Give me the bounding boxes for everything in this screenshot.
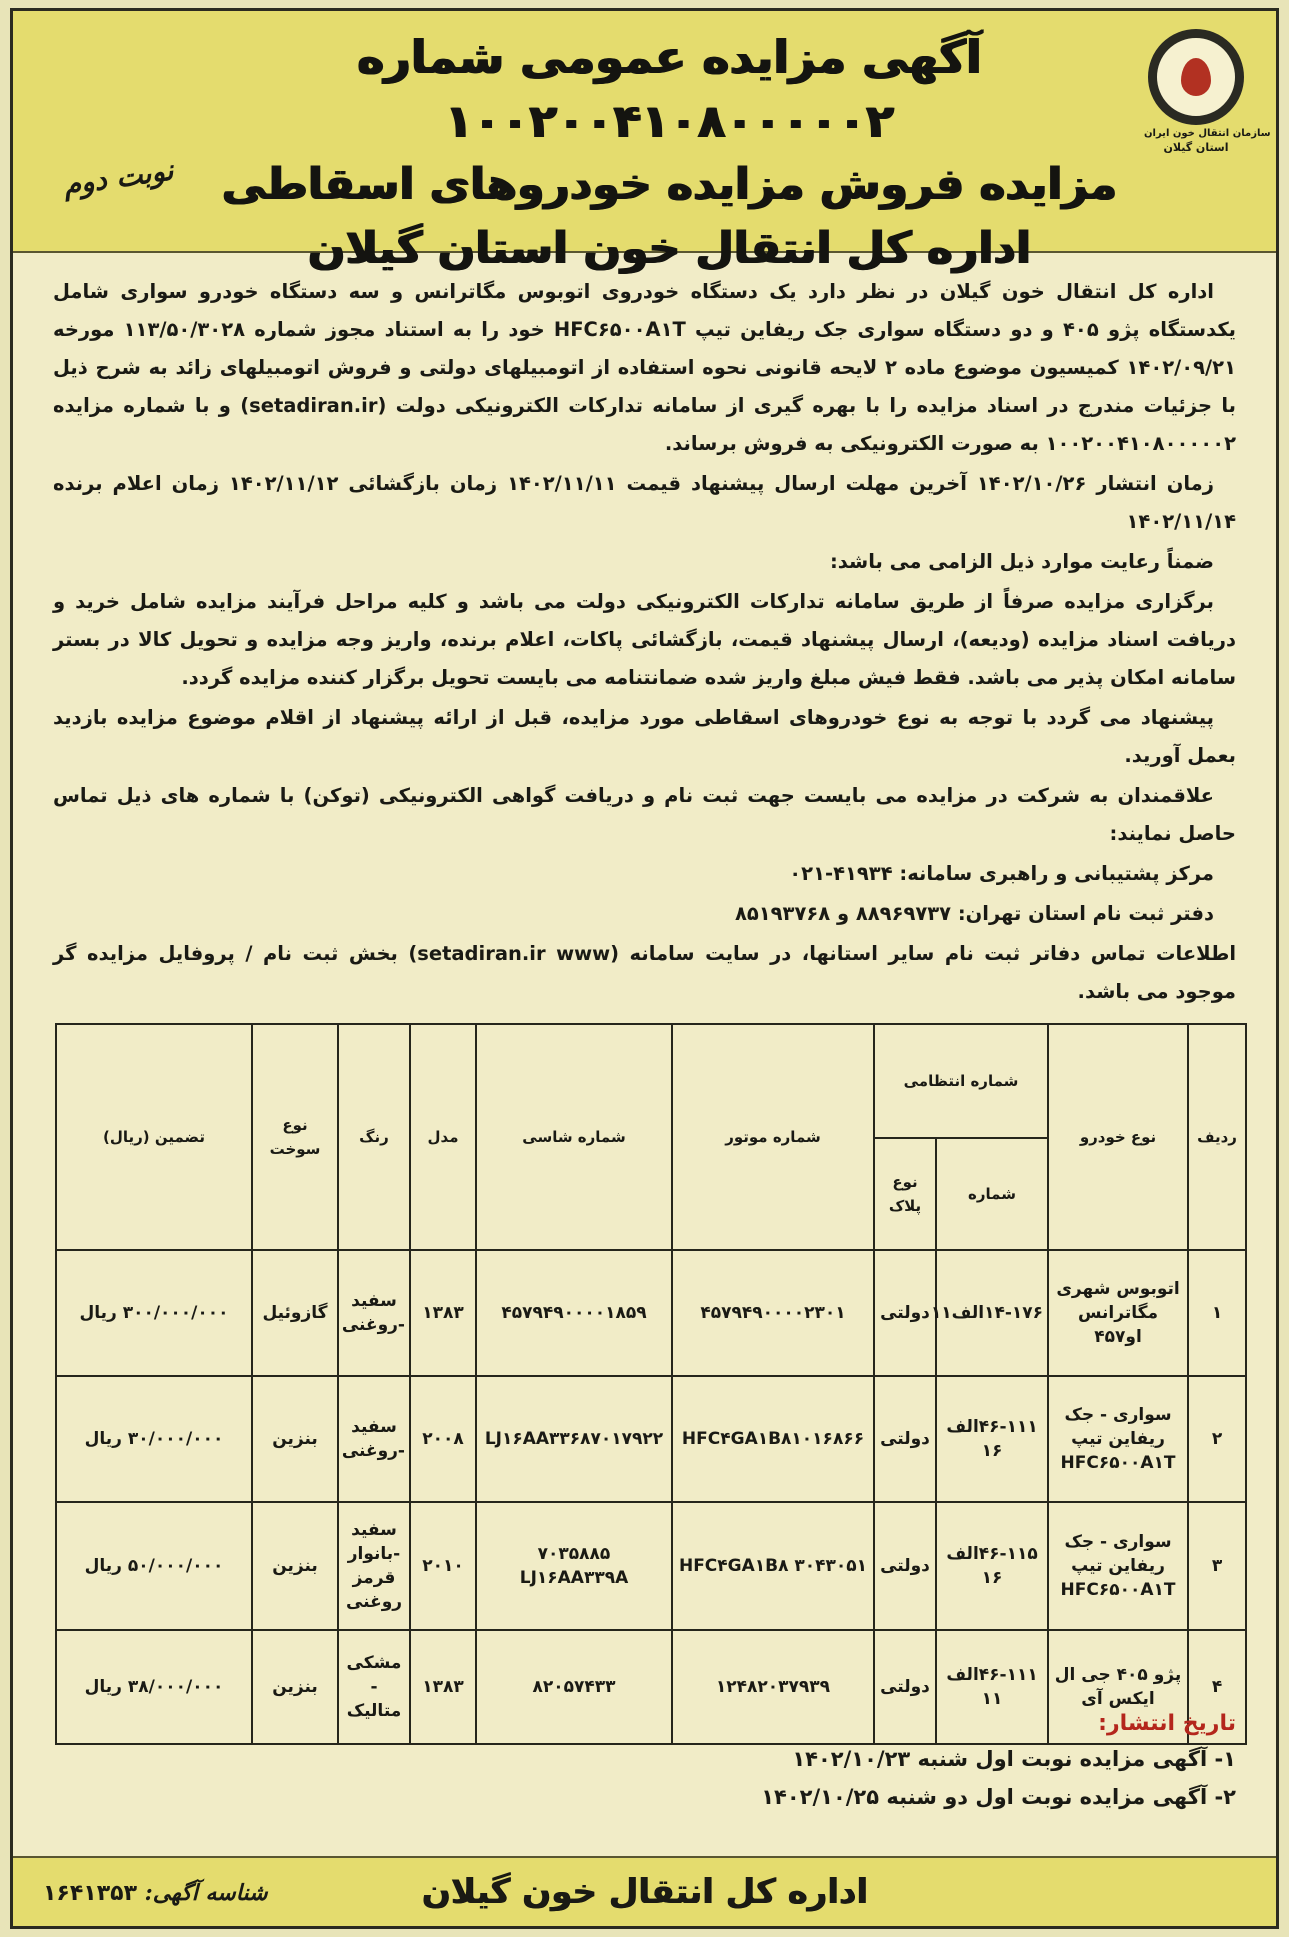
cell-model: ۱۳۸۳ <box>410 1250 476 1376</box>
cell-reg: ۴۶-۱۱۱الف ۱۶ <box>936 1376 1048 1502</box>
cell-model: ۲۰۰۸ <box>410 1376 476 1502</box>
cell-vehicle: سواری - جک ریفاین تیپ HFC۶۵۰۰A۱T <box>1048 1376 1188 1502</box>
header-chassis: شماره شاسی <box>476 1024 672 1250</box>
cell-fuel: بنزین <box>252 1376 338 1502</box>
table-row <box>56 1250 1246 1376</box>
cell-row: ۳ <box>1188 1502 1246 1630</box>
cell-chassis: ۴۵۷۹۴۹۰۰۰۰۱۸۵۹ <box>476 1250 672 1376</box>
ad-id-value: ۱۶۴۱۳۵۳ <box>43 1881 137 1906</box>
logo-province: استان گیلان <box>1163 141 1229 154</box>
publication-title: تاریخ انتشار: <box>1098 1711 1236 1736</box>
organization-logo <box>1144 29 1271 167</box>
cell-vehicle: اتوبوس شهری مگاترانس او۴۵۷ <box>1048 1250 1188 1376</box>
publication-item: ۱- آگهی مزایده نوبت اول شنبه ۱۴۰۲/۱۰/۲۳ <box>792 1747 1236 1771</box>
header-engine: شماره موتور <box>672 1024 874 1250</box>
cell-deposit: ۳۸/۰۰۰/۰۰۰ ریال <box>56 1630 252 1744</box>
intro-paragraph: اداره کل انتقال خون گیلان در نظر دارد یک دستگاه خودروی اتوبوس مگاترانس و سه دستگاه خودرو سواری شامل یکدستگاه پژو ۴۰۵ و دو دستگاه سواری جک ریفاین تیپ HFC۶۵۰۰A۱T خود را به استناد مجوز شماره ۱۱۳/۵۰/۳۰۲۸ مورخه ۱۴۰۲/۰۹/۲۱ کمیسیون موضوع ماده ۲ لایحه قانونی نحوه استفاده از اتومبیلهای دولتی و فروش اتومبیلهای زائد به شرح ذیل با جزئیات مندرج در اسناد مزایده را با بهره گیری از سامانه تدارکات الکترونیکی دولت (setadiran.ir) و با شماره مزایده ۱۰۰۲۰۰۴۱۰۸۰۰۰۰۰۲ به صورت الکترونیکی به فروش برساند. <box>53 280 1237 455</box>
cell-reg: ۴۶-۱۱۱الف ۱۱ <box>936 1630 1048 1744</box>
cell-reg: ۱۴-۱۷۶الف۱۱ <box>936 1250 1048 1376</box>
cell-vehicle: سواری - جک ریفاین تیپ HFC۶۵۰۰A۱T <box>1048 1502 1188 1630</box>
cell-model: ۲۰۱۰ <box>410 1502 476 1630</box>
cell-color: سفید -روغنی <box>338 1376 410 1502</box>
cell-engine: HFC۴GA۱B۸۱۰۱۶۸۶۶ <box>672 1376 874 1502</box>
cell-row: ۲ <box>1188 1376 1246 1502</box>
cell-deposit: ۳۰۰/۰۰۰/۰۰۰ ریال <box>56 1250 252 1376</box>
header-model: مدل <box>410 1024 476 1250</box>
ad-id-label: شناسه آگهی: <box>144 1880 268 1906</box>
notice-body <box>53 273 1236 1013</box>
header-band <box>13 11 1276 274</box>
cell-deposit: ۵۰/۰۰۰/۰۰۰ ریال <box>56 1502 252 1630</box>
footer-organization: اداره کل انتقال خون گیلان <box>421 1872 868 1912</box>
cell-chassis: LJ۱۶AA۳۳۶۸۷۰۱۷۹۲۲ <box>476 1376 672 1502</box>
cell-vehicle: پژو ۴۰۵ جی ال ایکس آی <box>1048 1630 1188 1744</box>
process-paragraph: برگزاری مزایده صرفاً از طریق سامانه تدارکات الکترونیکی دولت می باشد و کلیه مراحل فرآیند مزایده شامل خرید و دریافت اسناد مزایده (ودیعه)، ارسال پیشنهاد قیمت، بازگشائی پاکات، اعلام برنده، واریز وجه مزایده و تحویل کالا در بستر سامانه امکان پذیر می باشد. فقط فیش مبلغ واریز شده ضمانتنامه می بایست تحویل برگزار کننده مزایده گردد. <box>53 590 1236 689</box>
cell-engine: ۴۵۷۹۴۹۰۰۰۰۲۳۰۱ <box>672 1250 874 1376</box>
table-row <box>56 1502 1246 1630</box>
publication-dates <box>536 1711 1236 1816</box>
cell-chassis: ۷۰۳۵۸۸۵ LJ۱۶AA۳۳۹A <box>476 1502 672 1630</box>
cell-engine: HFC۴GA۱B۸ ۳۰۴۳۰۵۱ <box>672 1502 874 1630</box>
cell-fuel: بنزین <box>252 1502 338 1630</box>
vehicles-table-wrap <box>55 1023 1245 1745</box>
other-provinces-contact: اطلاعات تماس دفاتر ثبت نام سایر استانها، در سایت سامانه (setadiran.ir www) بخش ثبت نام / پروفایل مزایده گر موجود می باشد. <box>53 942 1237 1003</box>
cell-color: مشکی - متالیک <box>338 1630 410 1744</box>
cell-deposit: ۳۰/۰۰۰/۰۰۰ ریال <box>56 1376 252 1502</box>
footer-band <box>13 1856 1276 1929</box>
cell-plate: دولتی <box>874 1630 936 1744</box>
blood-drop-icon <box>1148 29 1244 125</box>
header-color: رنگ <box>338 1024 410 1250</box>
header-deposit: تضمین (ریال) <box>56 1024 252 1250</box>
header-fuel: نوع سوخت <box>252 1024 338 1250</box>
ad-identifier <box>43 1880 268 1906</box>
cell-fuel: گازوئیل <box>252 1250 338 1376</box>
header-reg-number: شماره <box>936 1138 1048 1250</box>
visit-paragraph: پیشنهاد می گردد با توجه به نوع خودروهای اسقاطی مورد مزایده، قبل از ارائه پیشنهاد از اقلام موضوع مزایده بازدید بعمل آورید. <box>53 706 1236 767</box>
registration-paragraph: علاقمندان به شرکت در مزایده می بایست جهت ثبت نام و دریافت گواهی الکترونیکی (توکن) با شماره های ذیل تماس حاصل نمایند: <box>53 784 1236 845</box>
notice-sheet <box>10 8 1279 1929</box>
turn-label: نوبت دوم <box>61 153 176 202</box>
cell-row: ۴ <box>1188 1630 1246 1744</box>
header-vehicle: نوع خودرو <box>1048 1024 1188 1250</box>
cell-color: سفید -بانوار قرمز روغنی <box>338 1502 410 1630</box>
cell-row: ۱ <box>1188 1250 1246 1376</box>
requirements-intro: ضمناً رعایت موارد ذیل الزامی می باشد: <box>829 550 1214 573</box>
auction-subtitle: مزایده فروش مزایده خودروهای اسقاطی <box>221 159 1118 210</box>
logo-org-name: سازمان انتقال خون ایران <box>1144 128 1271 139</box>
vehicles-table <box>55 1023 1247 1745</box>
cell-plate: دولتی <box>874 1376 936 1502</box>
schedule-paragraph: زمان انتشار ۱۴۰۲/۱۰/۲۶ آخرین مهلت ارسال پیشنهاد قیمت ۱۴۰۲/۱۱/۱۱ زمان بازگشائی ۱۴۰۲/۱۱/۱۲ زمان اعلام برنده ۱۴۰۲/۱۱/۱۴ <box>53 472 1236 533</box>
cell-plate: دولتی <box>874 1502 936 1630</box>
table-row <box>56 1376 1246 1502</box>
cell-reg: ۴۶-۱۱۵الف ۱۶ <box>936 1502 1048 1630</box>
cell-model: ۱۳۸۳ <box>410 1630 476 1744</box>
title-block <box>213 25 1126 281</box>
cell-fuel: بنزین <box>252 1630 338 1744</box>
header-plate-type: نوع پلاک <box>874 1138 936 1250</box>
cell-color: سفید -روغنی <box>338 1250 410 1376</box>
auction-title: آگهی مزایده عمومی شماره ۱۰۰۲۰۰۴۱۰۸۰۰۰۰۰۲ <box>357 30 982 148</box>
cell-engine: ۱۲۴۸۲۰۳۷۹۳۹ <box>672 1630 874 1744</box>
organization-title: اداره کل انتقال خون استان گیلان <box>307 223 1032 274</box>
header-registration: شماره انتظامی <box>874 1024 1048 1138</box>
cell-plate: دولتی <box>874 1250 936 1376</box>
header-row: ردیف <box>1188 1024 1246 1250</box>
support-contact: مرکز پشتیبانی و راهبری سامانه: ۴۱۹۳۴-۰۲۱ <box>789 862 1214 885</box>
cell-chassis: ۸۲۰۵۷۴۳۳ <box>476 1630 672 1744</box>
publication-item: ۲- آگهی مزایده نوبت اول دو شنبه ۱۴۰۲/۱۰/۲۵ <box>761 1785 1236 1809</box>
tehran-contact: دفتر ثبت نام استان تهران: ۸۸۹۶۹۷۳۷ و ۸۵۱۹۳۷۶۸ <box>734 902 1214 925</box>
